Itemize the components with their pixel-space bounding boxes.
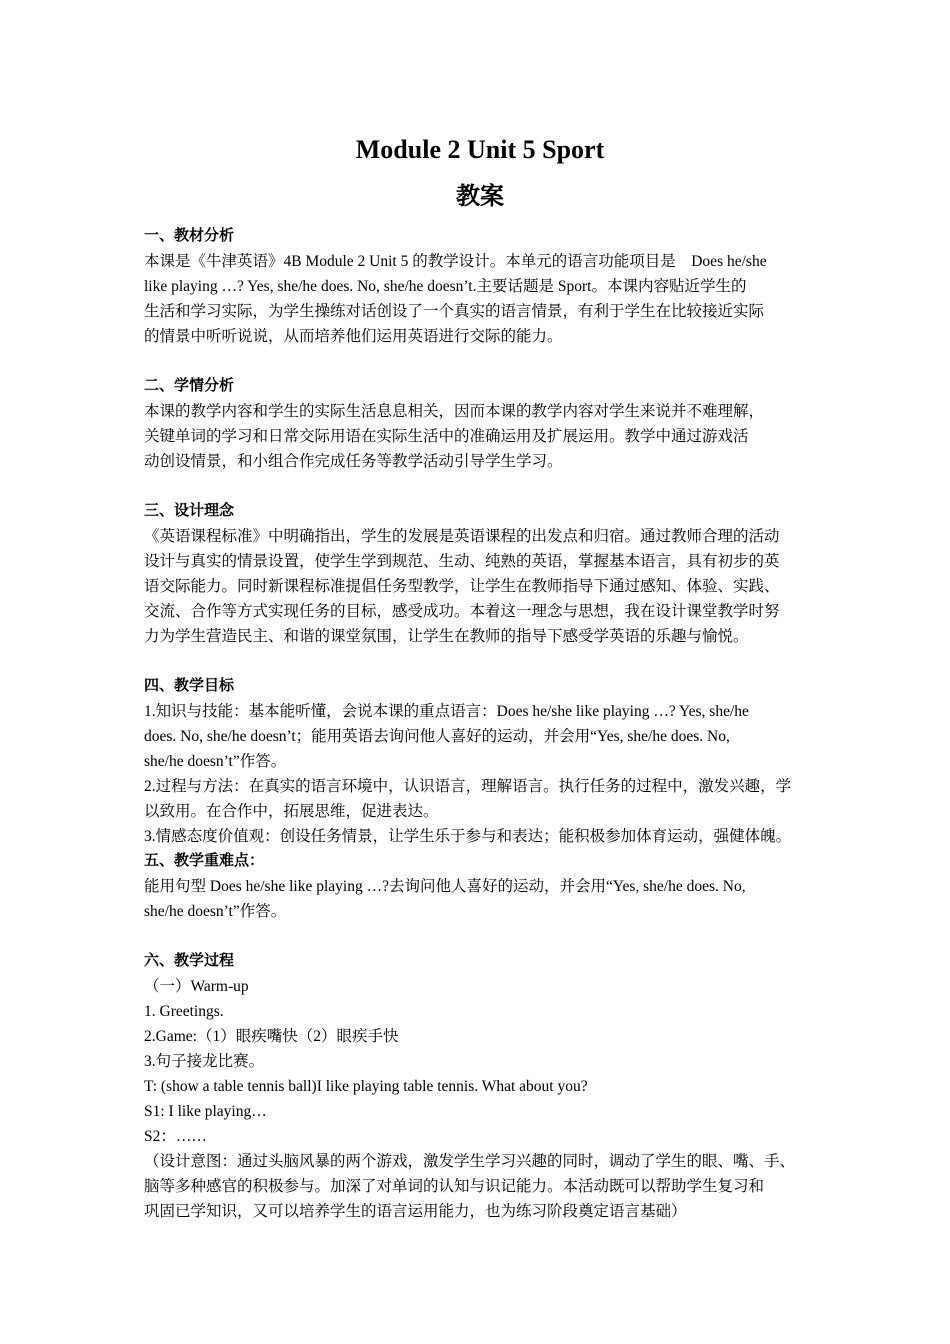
paragraph-line: 3.情感态度价值观：创设任务情景，让学生乐于参与和表达；能积极参加体育运动，强健体魄。 bbox=[144, 828, 792, 845]
paragraph-line: 本课的教学内容和学生的实际生活息息相关，因而本课的教学内容对学生来说并不难理解， bbox=[144, 403, 765, 420]
section-textbook-analysis bbox=[144, 224, 816, 349]
section-teaching-process bbox=[144, 949, 816, 1224]
paragraph-line: she/he doesn’t”作答。 bbox=[144, 753, 287, 770]
section-heading: 六、教学过程 bbox=[144, 953, 235, 969]
paragraph-line: 本课是《牛津英语》4B Module 2 Unit 5 的教学设计。本单元的语言功能项目是 Does he/she bbox=[144, 253, 767, 270]
paragraph-line: 动创设情景，和小组合作完成任务等教学活动引导学生学习。 bbox=[144, 453, 563, 470]
paragraph-line: 力为学生营造民主、和谐的课堂氛围，让学生在教师的指导下感受学英语的乐趣与愉悦。 bbox=[144, 628, 749, 645]
paragraph-line: 关键单词的学习和日常交际用语在实际生活中的准确运用及扩展运用。教学中通过游戏活 bbox=[144, 428, 749, 445]
section-heading: 三、设计理念 bbox=[144, 503, 235, 519]
spacer bbox=[144, 649, 816, 674]
section-heading: 一、教材分析 bbox=[144, 228, 235, 244]
paragraph-line: T: (show a table tennis ball)I like playing table tennis. What about you? bbox=[144, 1078, 588, 1095]
section-heading: 二、学情分析 bbox=[144, 378, 235, 394]
paragraph-line: 1.知识与技能：基本能听懂，会说本课的重点语言：Does he/she like playing …? Yes, she/he bbox=[144, 703, 749, 720]
paragraph-line: 2.过程与方法：在真实的语言环境中，认识语言，理解语言。执行任务的过程中，激发兴趣，学 bbox=[144, 778, 792, 795]
paragraph-line: 1. Greetings. bbox=[144, 1003, 224, 1020]
paragraph-line: 设计与真实的情景设置，使学生学到规范、生动、纯熟的英语，掌握基本语言，具有初步的英 bbox=[144, 553, 780, 570]
paragraph-line: 能用句型 Does he/she like playing …?去询问他人喜好的运动，并会用“Yes, she/he does. No, bbox=[144, 878, 746, 895]
paragraph-line: S1: I like playing… bbox=[144, 1103, 267, 1120]
paragraph-line: 语交际能力。同时新课程标准提倡任务型教学，让学生在教师指导下通过感知、体验、实践、 bbox=[144, 578, 780, 595]
paragraph-line: 3.句子接龙比赛。 bbox=[144, 1053, 265, 1070]
section-student-analysis bbox=[144, 374, 816, 474]
section-heading: 五、教学重难点： bbox=[144, 853, 265, 869]
section-key-difficult-points bbox=[144, 849, 816, 924]
paragraph-line: like playing …? Yes, she/he does. No, she/he doesn’t.主要话题是 Sport。本课内容贴近学生的 bbox=[144, 278, 747, 295]
document-subtitle: 教案 bbox=[456, 184, 504, 210]
paragraph-line: 2.Game:（1）眼疾嘴快（2）眼疾手快 bbox=[144, 1028, 399, 1045]
section-teaching-objectives bbox=[144, 674, 816, 849]
paragraph-line: does. No, she/he doesn’t；能用英语去询问他人喜好的运动，并会用“Yes, she/he does. No, bbox=[144, 728, 730, 745]
paragraph-line: 的情景中听听说说，从而培养他们运用英语进行交际的能力。 bbox=[144, 328, 563, 345]
paragraph-line: 巩固已学知识，又可以培养学生的语言运用能力，也为练习阶段奠定语言基础） bbox=[144, 1203, 687, 1220]
spacer bbox=[144, 474, 816, 499]
paragraph-line: 生活和学习实际，为学生操练对话创设了一个真实的语言情景，有利于学生在比较接近实际 bbox=[144, 303, 765, 320]
paragraph-line: 以致用。在合作中，拓展思维，促进表达。 bbox=[144, 803, 439, 820]
document-page bbox=[144, 130, 816, 1224]
spacer bbox=[144, 349, 816, 374]
paragraph-line: （设计意图：通过头脑风暴的两个游戏，激发学生学习兴趣的同时，调动了学生的眼、嘴、手、 bbox=[144, 1153, 796, 1170]
paragraph-line: she/he doesn’t”作答。 bbox=[144, 903, 287, 920]
spacer bbox=[144, 924, 816, 949]
section-heading: 四、教学目标 bbox=[144, 678, 235, 694]
section-design-concept bbox=[144, 499, 816, 649]
paragraph-line: 《英语课程标准》中明确指出，学生的发展是英语课程的出发点和归宿。通过教师合理的活动 bbox=[144, 528, 780, 545]
paragraph-line: 脑等多种感官的积极参与。加深了对单词的认知与识记能力。本活动既可以帮助学生复习和 bbox=[144, 1178, 765, 1195]
paragraph-line: （一）Warm-up bbox=[144, 978, 249, 995]
paragraph-line: S2：…… bbox=[144, 1128, 207, 1145]
document-title: Module 2 Unit 5 Sport bbox=[355, 135, 605, 164]
paragraph-line: 交流、合作等方式实现任务的目标，感受成功。本着这一理念与思想，我在设计课堂教学时努 bbox=[144, 603, 780, 620]
